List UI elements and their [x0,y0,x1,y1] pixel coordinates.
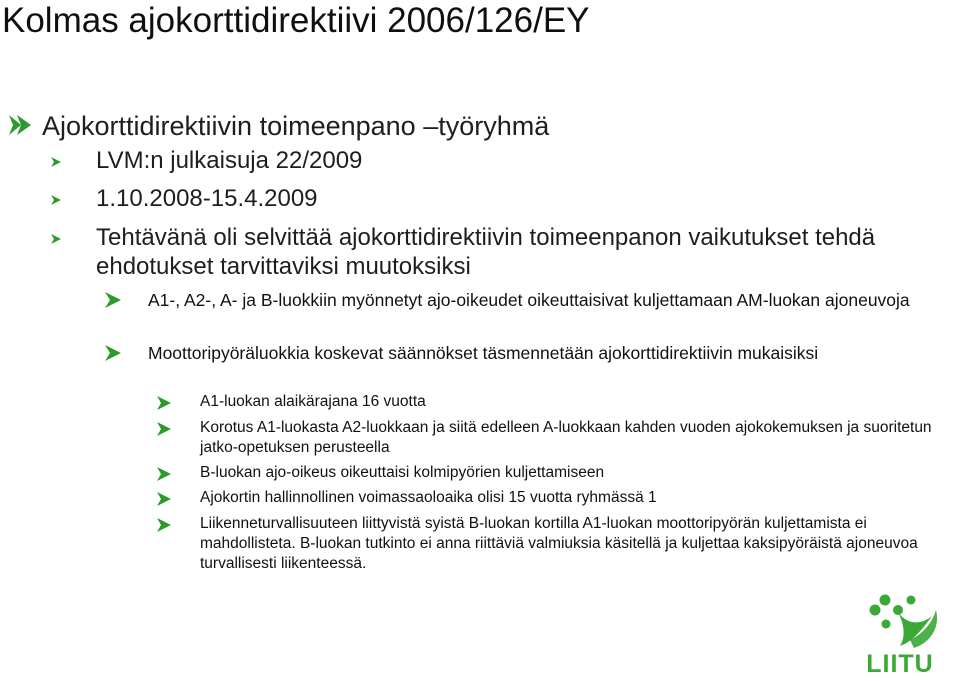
checkmark-arrow-icon [50,194,96,206]
slide-title: Kolmas ajokorttidirektiivi 2006/126/EY [2,1,590,40]
point-item [104,341,934,365]
detail-item [156,514,936,574]
checkmark-arrow-icon [50,233,96,245]
detail-item [156,488,936,508]
logo-text: LIITU [866,650,934,676]
sub-item [50,184,940,213]
detail-item [156,463,936,483]
liitu-logo-graphic [842,590,958,676]
checkmark-arrow-icon [156,517,200,533]
sub-item [50,146,940,175]
point-item [104,288,934,312]
checkmark-arrow-icon [104,291,148,309]
checkmark-arrow-icon [156,421,200,437]
detail-item-text: Liikenneturvallisuuteen liittyvistä syistä B-luokan kortilla A1-luokan moottoripyörän kuljettamista ei mahdollisteta. B-luokan tutkinto ei anna riittäviä valmiuksia käsitellä ja kuljettaa kaksipyöräistä ajoneuvoa turvallisesti liikenteessä. [200,515,918,572]
sub-item [50,223,940,281]
detail-item-text: B-luokan ajo-oikeus oikeuttaisi kolmipyörien kuljettamiseen [200,464,605,481]
point-item-text: Moottoripyöräluokkia koskevat säännökset täsmennetään ajokorttidirektiivin mukaisiksi [148,343,819,363]
sub-item-text: 1.10.2008-15.4.2009 [96,185,318,212]
heading-text: Ajokorttidirektiivin toimeenpano –työryhmä [42,111,550,141]
checkmark-arrow-icon [156,466,200,482]
checkmark-arrow-icon [104,344,148,362]
detail-item [156,392,936,412]
detail-item-text: Korotus A1-luokasta A2-luokkaan ja siitä edelleen A-luokkaan kahden vuoden ajokokemuksen ja suoritetun jatko-opetuksen perusteella [200,419,932,456]
detail-item [156,418,936,458]
checkmark-arrow-icon [8,113,42,137]
detail-item-text: A1-luokan alaikärajana 16 vuotta [200,393,426,410]
checkmark-arrow-icon [156,395,200,411]
bullet-heading [8,110,948,142]
checkmark-arrow-icon [156,491,200,507]
sub-item-text: Tehtävänä oli selvittää ajokorttidirektiivin toimeenpanon vaikutukset tehdä ehdotukset tarvittaviksi muutoksiksi [96,224,876,280]
liitu-logo [842,590,958,676]
detail-item-text: Ajokortin hallinnollinen voimassaoloaika olisi 15 vuotta ryhmässä 1 [200,489,657,506]
sub-item-text: LVM:n julkaisuja 22/2009 [96,147,363,174]
checkmark-arrow-icon [50,156,96,168]
point-item-text: A1-, A2-, A- ja B-luokkiin myönnetyt ajo-oikeudet oikeuttaisivat kuljettamaan AM-luokan ajoneuvoja [148,290,910,310]
